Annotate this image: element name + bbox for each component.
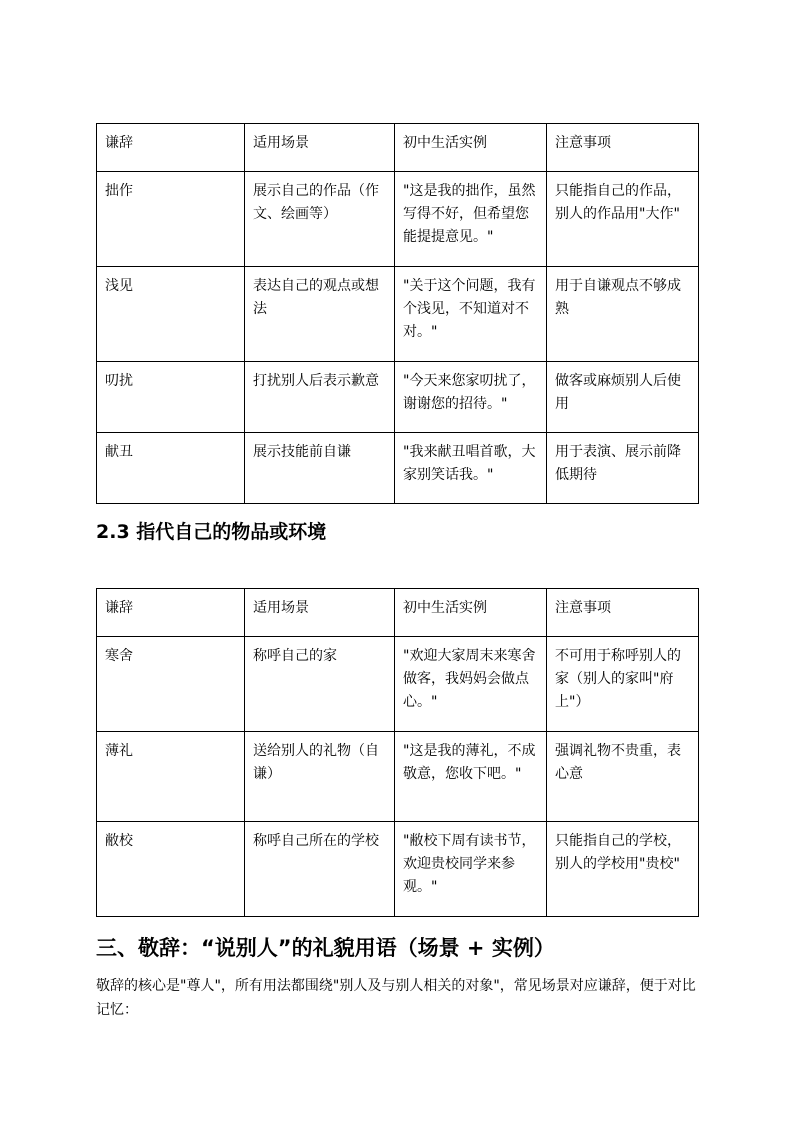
cell-word: 寒舍 bbox=[97, 637, 245, 732]
cell-notes: 强调礼物不贵重，表心意 bbox=[547, 732, 699, 822]
cell-example: "敝校下周有读书节，欢迎贵校同学来参观。" bbox=[395, 822, 547, 917]
header-cell-word: 谦辞 bbox=[97, 124, 245, 172]
cell-notes: 不可用于称呼别人的家（别人的家叫"府上"） bbox=[547, 637, 699, 732]
cell-scenario: 表达自己的观点或想法 bbox=[245, 267, 395, 362]
header-cell-example: 初中生活实例 bbox=[395, 589, 547, 637]
cell-example: "今天来您家叨扰了，谢谢您的招待。" bbox=[395, 362, 547, 433]
cell-example: "这是我的薄礼，不成敬意，您收下吧。" bbox=[395, 732, 547, 822]
cell-notes: 做客或麻烦别人后使用 bbox=[547, 362, 699, 433]
table-row bbox=[97, 822, 699, 917]
cell-example: "关于这个问题，我有个浅见，不知道对不对。" bbox=[395, 267, 547, 362]
table-row bbox=[97, 267, 699, 362]
table-header-row bbox=[97, 589, 699, 637]
cell-scenario: 展示自己的作品（作文、绘画等） bbox=[245, 172, 395, 267]
cell-word: 拙作 bbox=[97, 172, 245, 267]
table-header-row bbox=[97, 124, 699, 172]
section-heading-3: 三、敬辞：“说别人”的礼貌用语（场景 + 实例） bbox=[96, 936, 555, 960]
cell-word: 浅见 bbox=[97, 267, 245, 362]
cell-notes: 用于自谦观点不够成熟 bbox=[547, 267, 699, 362]
humble-words-table-2 bbox=[96, 588, 699, 917]
cell-example: "我来献丑唱首歌，大家别笑话我。" bbox=[395, 433, 547, 504]
header-cell-scenario: 适用场景 bbox=[245, 124, 395, 172]
header-cell-scenario: 适用场景 bbox=[245, 589, 395, 637]
header-cell-example: 初中生活实例 bbox=[395, 124, 547, 172]
table-row bbox=[97, 637, 699, 732]
section-heading-2-3: 2.3 指代自己的物品或环境 bbox=[96, 521, 327, 543]
cell-notes: 只能指自己的作品，别人的作品用"大作" bbox=[547, 172, 699, 267]
table-row bbox=[97, 732, 699, 822]
cell-notes: 只能指自己的学校，别人的学校用"贵校" bbox=[547, 822, 699, 917]
cell-word: 敝校 bbox=[97, 822, 245, 917]
cell-example: "欢迎大家周末来寒舍做客，我妈妈会做点心。" bbox=[395, 637, 547, 732]
section-3-intro-paragraph: 敬辞的核心是"尊人"，所有用法都围绕"别人及与别人相关的对象"，常见场景对应谦辞，便于对比记忆： bbox=[96, 978, 696, 1018]
cell-scenario: 展示技能前自谦 bbox=[245, 433, 395, 504]
cell-scenario: 送给别人的礼物（自谦） bbox=[245, 732, 395, 822]
header-cell-notes: 注意事项 bbox=[547, 124, 699, 172]
cell-word: 献丑 bbox=[97, 433, 245, 504]
cell-scenario: 称呼自己的家 bbox=[245, 637, 395, 732]
table-row bbox=[97, 433, 699, 504]
cell-word: 薄礼 bbox=[97, 732, 245, 822]
header-cell-notes: 注意事项 bbox=[547, 589, 699, 637]
humble-words-table-1 bbox=[96, 123, 699, 504]
cell-scenario: 打扰别人后表示歉意 bbox=[245, 362, 395, 433]
table-row bbox=[97, 172, 699, 267]
cell-scenario: 称呼自己所在的学校 bbox=[245, 822, 395, 917]
cell-example: "这是我的拙作，虽然写得不好，但希望您能提提意见。" bbox=[395, 172, 547, 267]
table-row bbox=[97, 362, 699, 433]
cell-word: 叨扰 bbox=[97, 362, 245, 433]
header-cell-word: 谦辞 bbox=[97, 589, 245, 637]
cell-notes: 用于表演、展示前降低期待 bbox=[547, 433, 699, 504]
